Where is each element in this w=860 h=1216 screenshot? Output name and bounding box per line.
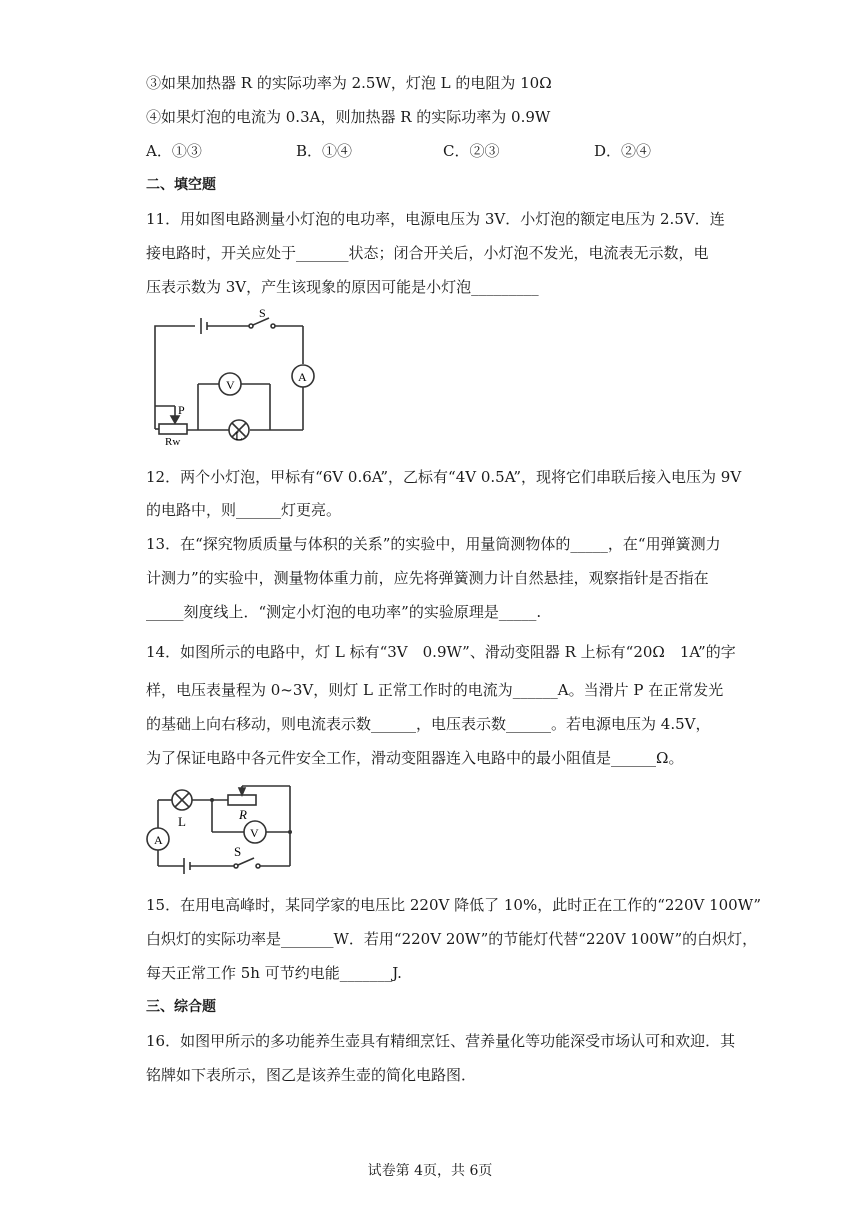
- q13-line-2: 计测力”的实验中，测量物体重力前，应先将弹簧测力计自然悬挂，观察指针是否指在: [146, 569, 709, 587]
- q11-line-2: 接电路时，开关应处于_______状态；闭合开关后，小灯泡不发光，电流表无示数，电: [146, 244, 709, 262]
- q14-label-l: L: [178, 814, 186, 829]
- q14-circuit-diagram: [144, 782, 296, 872]
- q11-label-v: V: [226, 378, 235, 392]
- q14-line-2: 样，电压表量程为 0~3V，则灯 L 正常工作时的电流为______A。当滑片 P 在正常发光: [146, 681, 724, 699]
- q11-circuit-diagram: [145, 306, 325, 448]
- q14-label-r: R: [239, 807, 247, 822]
- q11-label-l: L: [235, 429, 243, 443]
- q12-line-1: 12．两个小灯泡，甲标有“6V 0.6A”，乙标有“4V 0.5A”，现将它们串联后接入电压为 9V: [146, 468, 742, 486]
- q10-statement-4: ④如果灯泡的电流为 0.3A，则加热器 R 的实际功率为 0.9W: [146, 108, 551, 126]
- section-heading-fill-in: 二、填空题: [146, 177, 216, 193]
- q12-line-2: 的电路中，则______灯更亮。: [146, 501, 342, 519]
- q11-line-1: 11．用如图电路测量小灯泡的电功率，电源电压为 3V．小灯泡的额定电压为 2.5V．连: [146, 210, 725, 228]
- q13-line-1: 13．在“探究物质质量与体积的关系”的实验中，用量筒测物体的_____，在“用弹簧测力: [146, 535, 721, 553]
- q10-option-d[interactable]: D．②④: [594, 142, 652, 160]
- q11-label-rw: Rw: [165, 436, 181, 448]
- q16-line-1: 16．如图甲所示的多功能养生壶具有精细烹饪、营养量化等功能深受市场认可和欢迎．其: [146, 1032, 736, 1050]
- q15-line-1: 15．在用电高峰时，某同学家的电压比 220V 降低了 10%，此时正在工作的“220V 100W”: [146, 896, 762, 914]
- section-heading-comprehensive: 三、综合题: [146, 999, 216, 1015]
- q10-option-c[interactable]: C．②③: [443, 142, 500, 160]
- q10-option-a[interactable]: A．①③: [146, 142, 202, 160]
- q14-label-s: S: [234, 844, 242, 859]
- q14-label-v: V: [250, 826, 259, 840]
- page-footer: 试卷第 4页，共 6页: [367, 1163, 493, 1179]
- q10-option-b[interactable]: B．①④: [296, 142, 353, 160]
- q13-line-3: _____刻度线上．“测定小灯泡的电功率”的实验原理是_____.: [146, 603, 542, 621]
- q10-statement-3: ③如果加热器 R 的实际功率为 2.5W，灯泡 L 的电阻为 10Ω: [146, 74, 552, 92]
- q14-label-a: A: [154, 833, 163, 847]
- q15-line-2: 白炽灯的实际功率是_______W．若用“220V 20W”的节能灯代替“220V 100W”的白炽灯，: [146, 930, 758, 948]
- q11-label-p: P: [178, 403, 185, 417]
- q11-line-3: 压表示数为 3V，产生该现象的原因可能是小灯泡_________: [146, 278, 539, 296]
- q16-line-2: 铭牌如下表所示，图乙是该养生壶的简化电路图．: [146, 1066, 477, 1084]
- q14-line-4: 为了保证电路中各元件安全工作，滑动变阻器连入电路中的最小阻值是______Ω。: [146, 749, 684, 767]
- q14-line-1: 14．如图所示的电路中，灯 L 标有“3V 0.9W”、滑动变阻器 R 上标有“20Ω 1A”的字: [146, 643, 736, 661]
- q11-label-s: S: [259, 306, 266, 320]
- q15-line-3: 每天正常工作 5h 可节约电能_______J.: [146, 964, 402, 982]
- q14-line-3: 的基础上向右移动，则电流表示数______，电压表示数______。若电源电压为 4.5V，: [146, 715, 711, 733]
- q11-label-a: A: [298, 370, 307, 384]
